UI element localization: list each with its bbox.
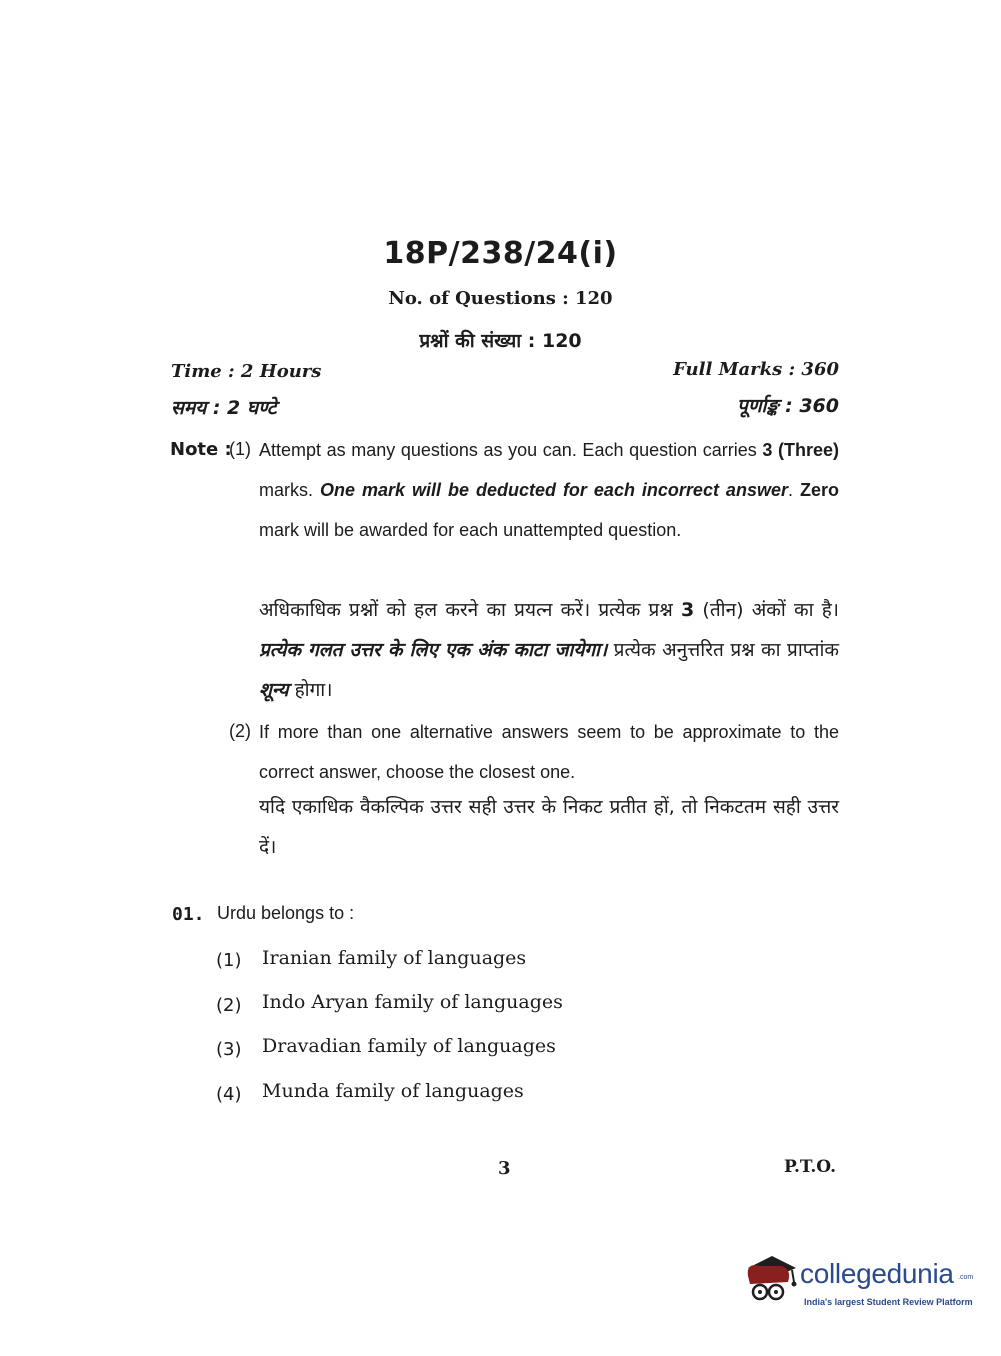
brand-tagline: India's largest Student Review Platform <box>804 1297 973 1307</box>
brand-suffix: .com <box>958 1274 974 1281</box>
note-1-number: (1) <box>229 439 251 459</box>
time-hi: समय : 2 घण्टे <box>171 397 277 419</box>
num-questions-en: No. of Questions : 120 <box>388 288 613 309</box>
num-questions-hi: प्रश्नों की संख्या : 120 <box>419 330 582 352</box>
pto-label: P.T.O. <box>784 1157 836 1177</box>
question-number: 01. <box>172 904 205 925</box>
note-label: Note : <box>170 439 232 460</box>
option-3-text: Dravadian family of languages <box>262 1035 556 1057</box>
full-marks-hi: पूर्णाङ्क : 360 <box>737 395 839 417</box>
question-text: Urdu belongs to : <box>217 903 355 923</box>
option-1-text: Iranian family of languages <box>262 947 527 969</box>
paper-code: 18P/238/24(i) <box>383 236 618 271</box>
option-4-text: Munda family of languages <box>262 1080 524 1102</box>
time-en: Time : 2 Hours <box>171 361 322 382</box>
option-4-number: (4) <box>216 1084 242 1105</box>
note-2-en: If more than one alternative answers seem to be approximate to the correct answer, choose the closest one. <box>259 722 839 782</box>
full-marks-en: Full Marks : 360 <box>673 359 839 380</box>
brand-name: collegedunia <box>800 1258 954 1289</box>
note-2-hi: यदि एकाधिक वैकल्पिक उत्तर सही उत्तर के निकट प्रतीत हों, तो निकटतम सही उत्तर दें। <box>259 796 839 858</box>
option-2-number: (2) <box>216 995 242 1016</box>
note-1-hi: अधिकाधिक प्रश्नों को हल करने का प्रयत्न करें। प्रत्येक प्रश्न 3 (तीन) अंकों का है। प्रत्येक गलत उत्तर के लिए एक अंक काटा जायेगा। प्रत्येक अनुत्तरित प्रश्न का प्राप्तांक शून्य होगा। <box>259 599 839 701</box>
option-1-number: (1) <box>216 950 242 971</box>
note-2-number: (2) <box>229 721 251 741</box>
note-1-en: Attempt as many questions as you can. Each question carries 3 (Three) marks. One mark will be deducted for each incorrect answer. Zero mark will be awarded for each unattempted question. <box>259 440 839 540</box>
page-number: 3 <box>498 1158 511 1179</box>
option-2-text: Indo Aryan family of languages <box>262 991 563 1013</box>
mascot-icon <box>742 1248 802 1312</box>
option-3-number: (3) <box>216 1039 242 1060</box>
